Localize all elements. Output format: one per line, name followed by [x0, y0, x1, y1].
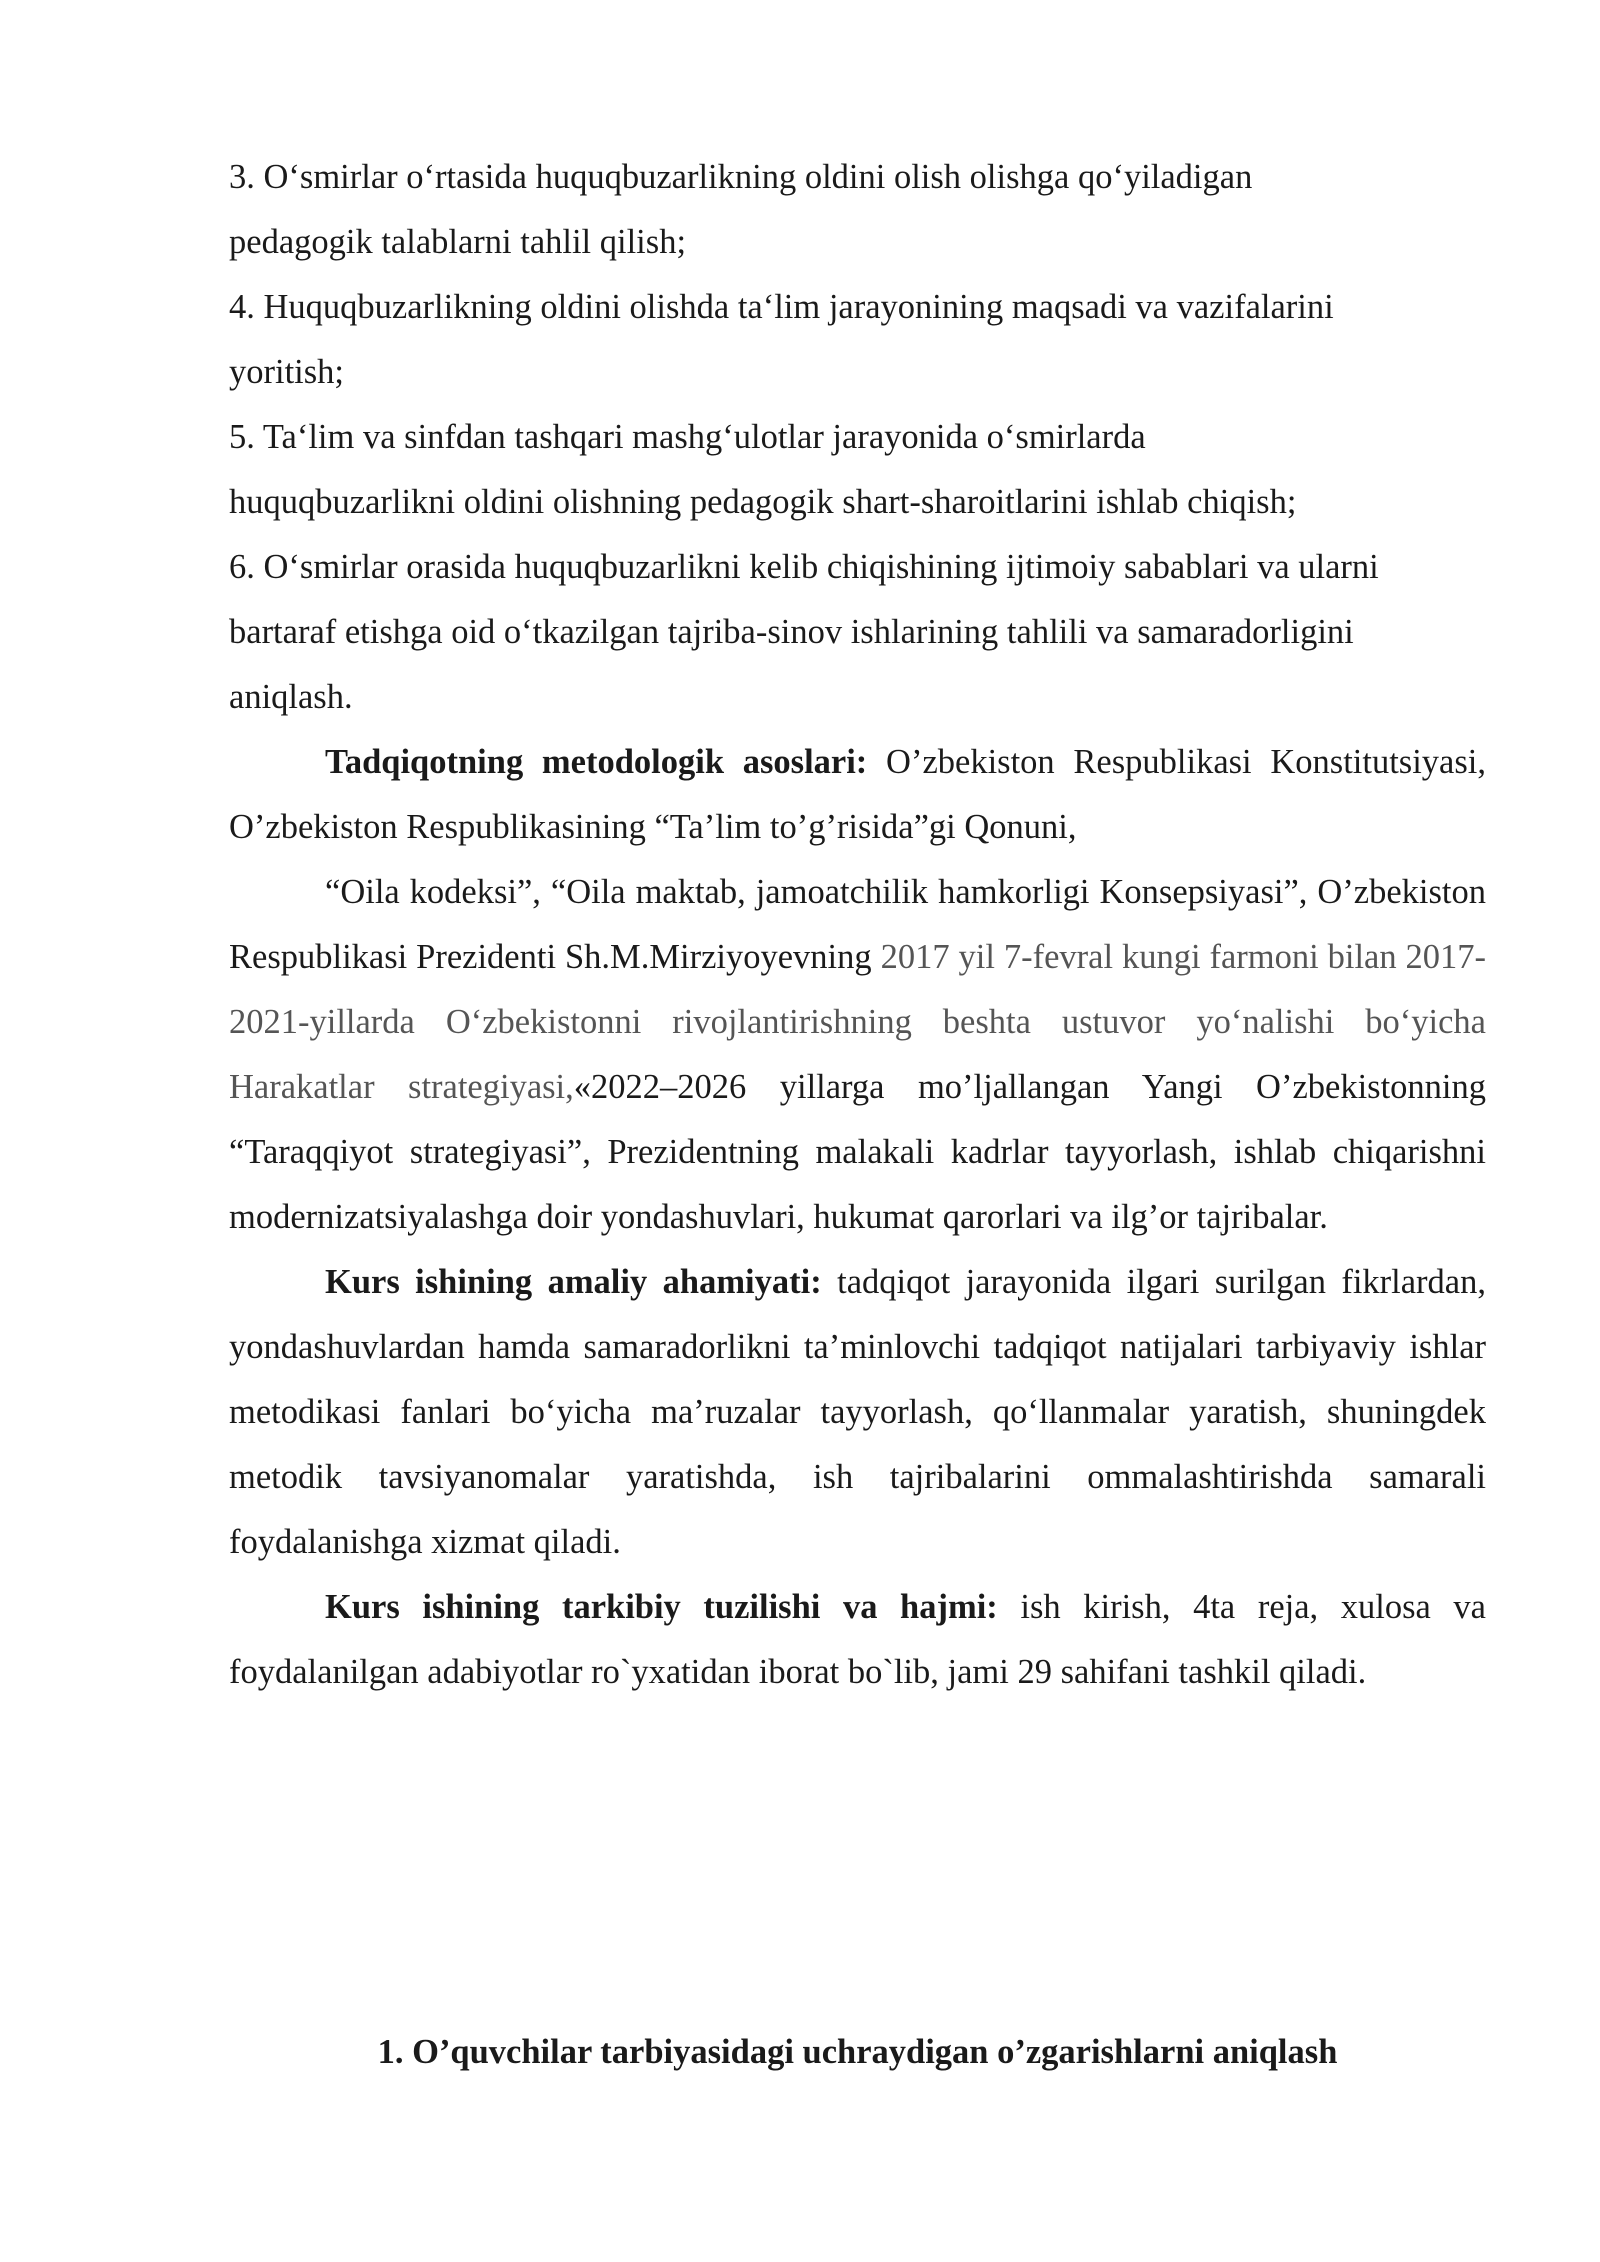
methodology-text: O’zbekiston Respublikasi Konstitutsiyasi, O’zbekiston Respublikasining “Ta’lim to’g’risida”gi Qonuni, [229, 743, 1487, 846]
methodology-paragraph [229, 730, 1486, 860]
structure-text: ish kirish, 4ta reja, xulosa va foydalanilgan adabiyotlar ro`yxatidan iborat bo`lib, jami 29 sahifani tashkil qiladi. [229, 1588, 1486, 1691]
documents-text-a: “Oila kodeksi”, “Oila maktab, jamoatchilik hamkorligi Konsepsiyasi”, O’zbekiston Respublikasi Prezidenti Sh.M.Mirziyoyevning [229, 873, 1486, 976]
practical-significance-text: tadqiqot jarayonida ilgari surilgan fikrlardan, yondashuvlardan hamda samaradorlikni ta’minlovchi tadqiqot natijalari tarbiyaviy ishlar metodikasi fanlari bo‘yicha ma’ruzalar tayyorlash, qo‘llanmalar yaratish, shuningdek metodik tavsiyanomalar yaratishda, ish tajribalarini ommalashtirishda samarali foydalanishga xizmat qiladi. [229, 1263, 1486, 1561]
list-item-3-line-2: pedagogik talablarni tahlil qilish; [229, 223, 687, 261]
structure-heading: Kurs ishining tarkibiy tuzilishi va hajmi: [325, 1588, 998, 1626]
methodology-heading: Tadqiqotning metodologik asoslari: [325, 743, 868, 781]
practical-significance-paragraph [229, 1250, 1486, 1575]
structure-paragraph [229, 1575, 1486, 1705]
list-item-6-line-3: aniqlash. [229, 678, 353, 716]
documents-text-b: «2022–2026 yillarga mo’ljallangan Yangi O’zbekistonning “Taraqqiyot strategiyasi”, Prezidentning malakali kadrlar tayyorlash, ishlab chiqarishni modernizatsiyalashga doir yondashuvlari, hukumat qarorlari va ilg’or tajribalar. [229, 1068, 1487, 1236]
body-text [229, 145, 1486, 1705]
list-item-3-line-1: 3. O‘smirlar o‘rtasida huquqbuzarlikning oldini olish olishga qo‘yiladigan [229, 158, 1253, 196]
documents-text-grey: 2017 yil 7-fevral kungi farmoni bilan 2017-2021-yillarda O‘zbekistonni rivojlantirishning beshta ustuvor yo‘nalishi bo‘yicha Harakatlar strategiyasi, [229, 938, 1487, 1106]
list-item-4-line-2: yoritish; [229, 353, 345, 391]
list-item-6-line-2: bartaraf etishga oid o‘tkazilgan tajriba-sinov ishlarining tahlili va samaradorligini [229, 613, 1354, 651]
list-item-5-line-1: 5. Ta‘lim va sinfdan tashqari mashg‘ulotlar jarayonida o‘smirlarda [229, 418, 1146, 456]
chapter-title: 1. O’quvchilar tarbiyasidagi uchraydigan o’zgarishlarni aniqlash [377, 2033, 1338, 2071]
documents-paragraph [229, 860, 1486, 1250]
list-item-5-line-2: huquqbuzarlikni oldini olishning pedagogik shart-sharoitlarini ishlab chiqish; [229, 483, 1297, 521]
list-item-4-line-1: 4. Huquqbuzarlikning oldini olishda ta‘lim jarayonining maqsadi va vazifalarini [229, 288, 1334, 326]
list-item-6-line-1: 6. O‘smirlar orasida huquqbuzarlikni kelib chiqishining ijtimoiy sabablari va ularni [229, 548, 1379, 586]
practical-significance-heading: Kurs ishining amaliy ahamiyati: [325, 1263, 822, 1301]
